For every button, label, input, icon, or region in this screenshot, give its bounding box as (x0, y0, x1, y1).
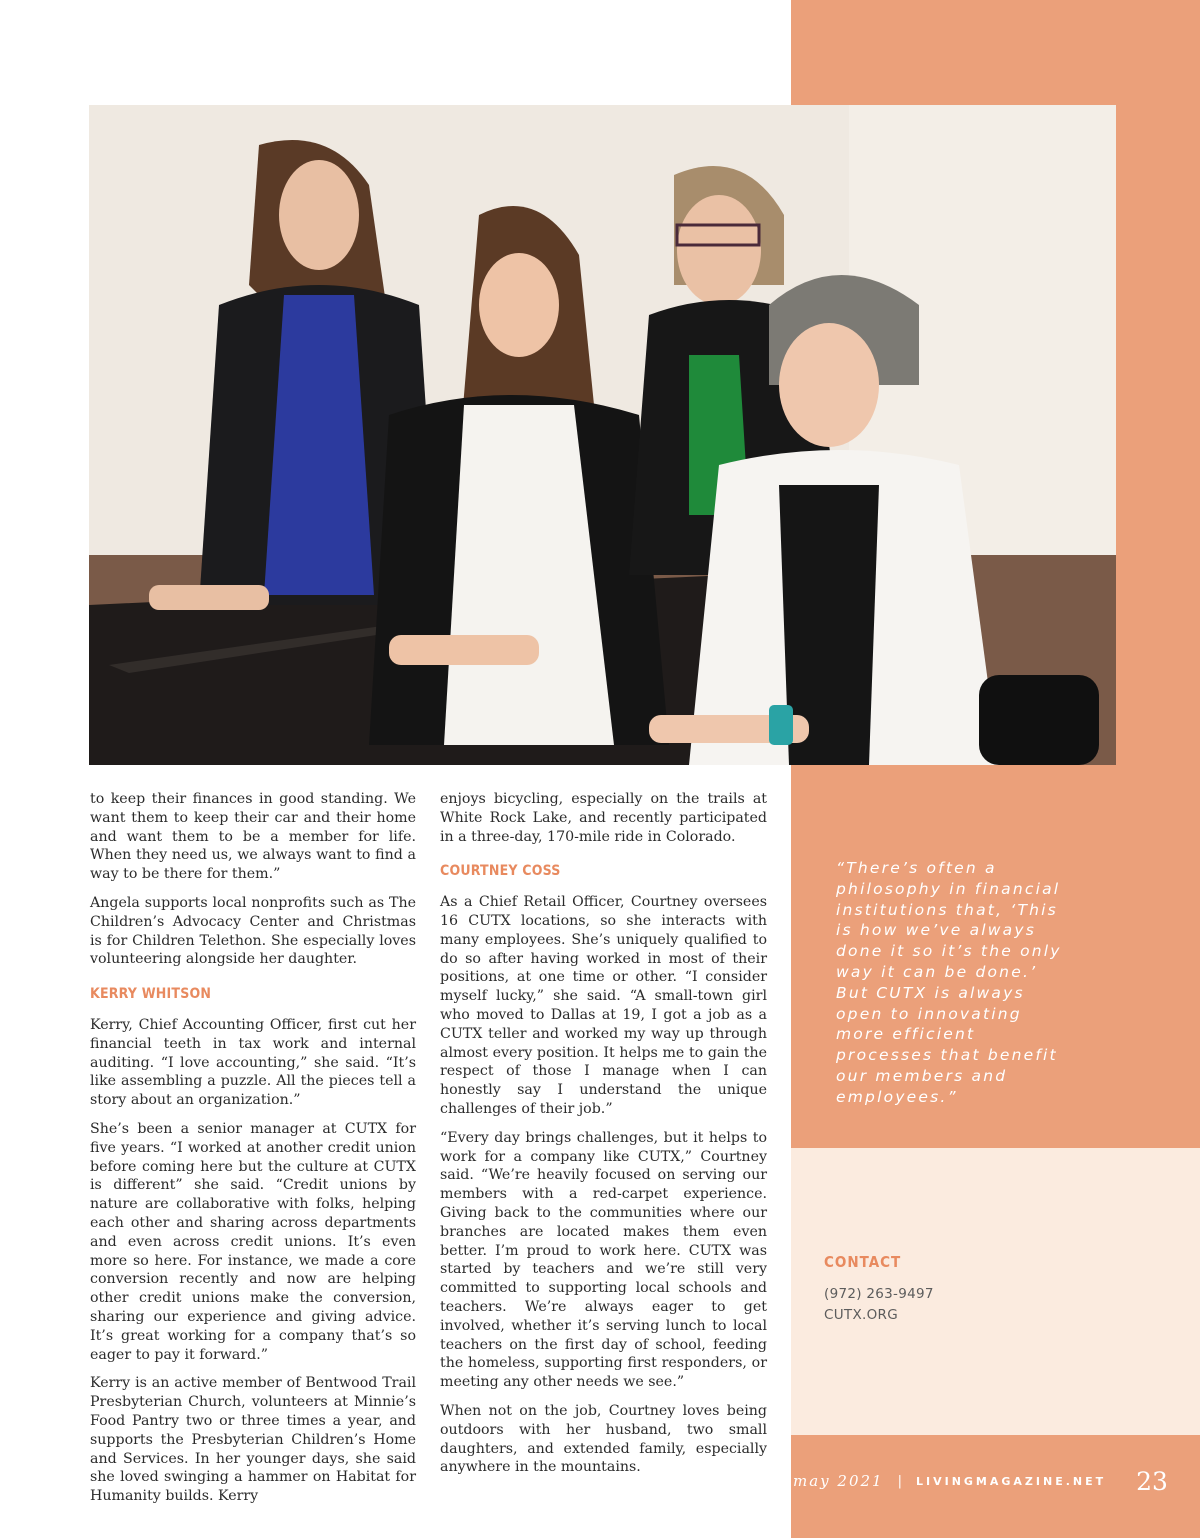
team-photo (89, 105, 1116, 765)
pull-quote: “There’s often a philosophy in financial institutions that, ‘This is how we’ve always done it so it’s the only way it can be done.’ But CUTX is always open to innovating more efficient processes that benefit our members and employees.” (836, 859, 1062, 1106)
col2-paragraph-1: enjoys bicycling, especially on the trails at White Rock Lake, and recently participated in a three-day, 170-mile ride in Colorado. (440, 791, 767, 845)
contact-website[interactable]: CUTX.ORG (824, 1307, 898, 1323)
article-column-2 (440, 790, 767, 1487)
col1-paragraph-1: to keep their finances in good standing. We want them to keep their car and their home and want them to be a member for life. When they need us, we always want to find a way to be there for them.” (90, 791, 416, 883)
col1-paragraph-4: She’s been a senior manager at CUTX for five years. “I worked at another credit union before coming here but the culture at CUTX is different” she said. “Credit unions by nature are collaborative with folks, helping each other and sharing across departments and even across credit unions. It’s even more so here. For instance, we made a core conversion recently and now are helping other credit unions make the conversion, sharing our experience and giving advice. It’s great working for a company that’s so eager to pay it forward.” (90, 1120, 416, 1363)
page-number: 23 (1136, 1466, 1168, 1496)
contact-phone: (972) 263-9497 (824, 1286, 934, 1302)
col1-paragraph-3: Kerry, Chief Accounting Officer, first cut her financial teeth in tax work and internal auditing. “I love accounting,” she said. “It’s like assembling a puzzle. All the pieces tell a story about an organization.” (90, 1016, 416, 1109)
team-photo-illustration (89, 105, 1116, 765)
col2-paragraph-4: When not on the job, Courtney loves being outdoors with her husband, two small daughters, and extended family, especially anywhere in the mountains. (440, 1402, 767, 1476)
page-footer (793, 1466, 1168, 1496)
col1-paragraph-2: Angela supports local nonprofits such as The Children’s Advocacy Center and Christmas is for Children Telethon. She especially loves volunteering alongside her daughter. (90, 894, 416, 968)
footer-separator: | (897, 1473, 902, 1489)
section-heading-kerry: KERRY WHITSON (90, 986, 212, 1003)
article-column-1 (90, 790, 416, 1516)
contact-heading: CONTACT (824, 1253, 902, 1271)
section-heading-courtney: COURTNEY COSS (440, 863, 561, 880)
col1-paragraph-5: Kerry is an active member of Bentwood Trail Presbyterian Church, volunteers at Minnie’s Food Pantry two or three times a year, and supports the Presbyterian Children’s Home and Services. In her younger days, she said she loved swinging a hammer on Habitat for Humanity builds. Kerry (90, 1375, 416, 1505)
issue-date: may 2021 (793, 1472, 884, 1490)
col2-paragraph-2: As a Chief Retail Officer, Courtney oversees 16 CUTX locations, so she interacts with many employees. She’s uniquely qualified to do so after having worked in most of their positions, at one time or other. “I consider myself lucky,” she said. “A small-town girl who moved to Dallas at 19, I got a job as a CUTX teller and worked my way up through almost every position. It helps me to gain the respect of those I manage when I can honestly say I understand the unique challenges of their job.” (440, 894, 767, 1117)
magazine-website[interactable]: LIVINGMAGAZINE.NET (915, 1474, 1107, 1488)
col2-paragraph-3: “Every day brings challenges, but it helps to work for a company like CUTX,” Courtney said. “We’re heavily focused on serving our members with a red-carpet experience. Giving back to the communities where our branches are located makes them even better. I’m proud to work here. CUTX was started by teachers and we’re still very committed to supporting local schools and teachers. We’re always eager to get involved, whether it’s serving lunch to local teachers on the first day of school, feeding the homeless, supporting first responders, or meeting any other needs we see.” (440, 1129, 767, 1391)
